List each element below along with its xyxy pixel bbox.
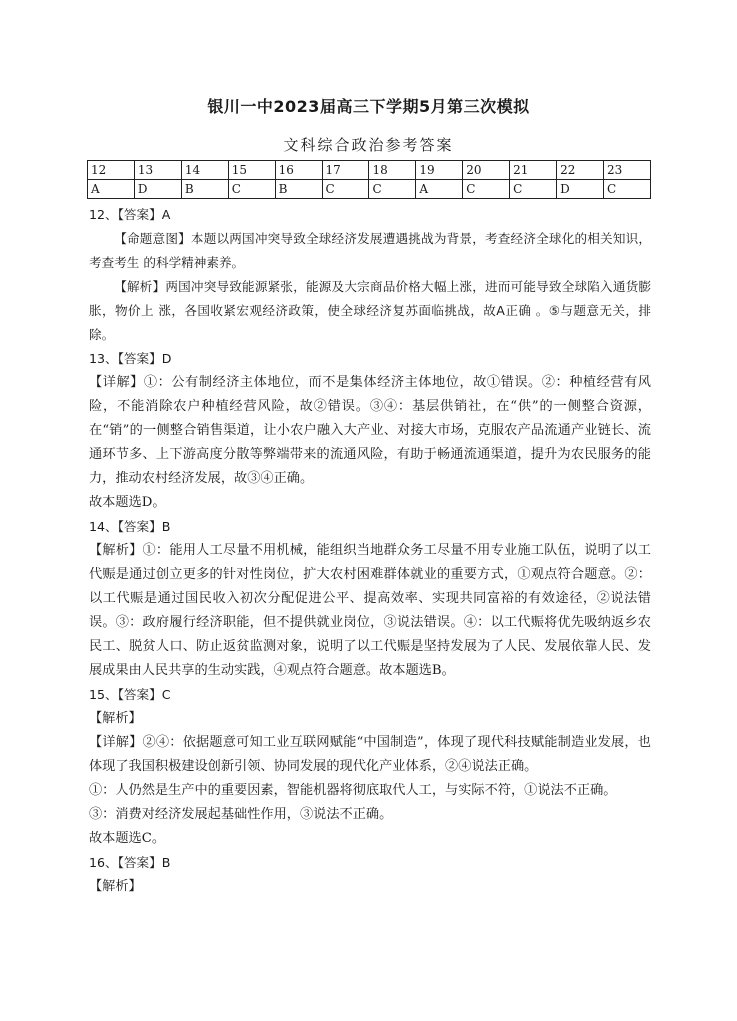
explanation-paragraph: 【详解】②④：依据题意可知工业互联网赋能“中国制造”，体现了现代科技赋能制造业发展，也体现了我国积极建设创新引领、协同发展的现代化产业体系，②④说法正确。 [89,735,651,774]
explanation-paragraph: 故本题选D。 [89,495,166,510]
question-number-cell: 14 [181,161,228,180]
answer-cell: C [603,180,650,199]
answer-cell: A [416,180,463,199]
answer-heading: 16、【答案】B [89,855,171,870]
answer-cell: B [181,180,228,199]
answer-cell: C [510,180,557,199]
explanation-paragraph: ③：消费对经济发展起基础性作用，③说法不正确。 [89,807,393,822]
answer-cell: C [369,180,416,199]
question-number-cell: 15 [228,161,275,180]
question-number-cell: 23 [603,161,650,180]
explanation-paragraph: ①：人仍然是生产中的重要因素，智能机器将彻底取代人工，与实际不符，①说法不正确。 [89,783,617,798]
explanation-paragraph: 【解析】①：能用人工尽量不用机械，能组织当地群众务工尽量不用专业施工队伍，说明了以工代赈是通过创立更多的针对性岗位，扩大农村困难群体就业的重要方式，①观点符合题意。②：以工代赈是通过国民收入初次分配促进公平、提高效率、实现共同富裕的有效途径，②说法错误。③：政府履行经济职能，但不提供就业岗位，③说法错误。④：以工代赈将优先吸纳返乡农民工、脱贫人口、防止返贫监测对象，说明了以工代赈是坚持发展为了人民、发展依靠人民、发展成果由人民共享的生动实践，④观点符合题意。故本题选B。 [89,543,651,678]
question-number-cell: 13 [134,161,181,180]
question-number-cell: 22 [557,161,604,180]
question-number-cell: 12 [88,161,135,180]
explanation-paragraph: 故本题选C。 [89,831,166,846]
answer-heading: 13、【答案】D [89,351,172,366]
answer-heading: 15、【答案】C [89,687,171,702]
question-number-cell: 18 [369,161,416,180]
explanation-paragraph: 【命题意图】本题以两国冲突导致全球经济发展遭遇挑战为背景，考查经济全球化的相关知识，考查考生 的科学精神素养。 [89,231,651,270]
answer-cell: D [134,180,181,199]
question-number-cell: 19 [416,161,463,180]
explanation-paragraph: 【解析】 [89,879,142,894]
question-number-cell: 21 [510,161,557,180]
question-number-row [88,161,651,180]
answer-row [88,180,651,199]
question-number-cell: 20 [463,161,510,180]
answer-cell: C [322,180,369,199]
answer-cell: C [463,180,510,199]
answer-cell: D [557,180,604,199]
explanation-paragraph: 【详解】①：公有制经济主体地位，而不是集体经济主体地位，故①错误。②：种植经营有风险，不能消除农户种植经营风险，故②错误。③④：基层供销社，在“供”的一侧整合资源，在“销”的一侧整合销售渠道，让小农户融入大产业、对接大市场，克服农产品流通产业链长、流通环节多、上下游高度分散等弊端带来的流通风险，有助于畅通流通渠道，提升为农民服务的能力，推动农村经济发展，故③④正确。 [89,375,651,486]
answer-heading: 14、【答案】B [89,519,171,534]
document-title: 银川一中2023届高三下学期5月第三次模拟 [207,97,530,116]
question-number-cell: 17 [322,161,369,180]
answer-cell: B [275,180,322,199]
answer-cell: C [228,180,275,199]
answer-heading: 12、【答案】A [89,207,171,222]
explanation-paragraph: 【解析】两国冲突导致能源紧张，能源及大宗商品价格大幅上涨，进而可能导致全球陷入通货膨胀，物价上 涨，各国收紧宏观经济政策，使全球经济复苏面临挑战，故A正确 。⑤与题意无关，排除。 [89,279,651,342]
answer-explanations [89,203,651,899]
question-number-cell: 16 [275,161,322,180]
answer-cell: A [88,180,135,199]
answer-key-table [87,160,651,199]
document-subtitle: 文科综合政治参考答案 [283,136,454,154]
explanation-paragraph: 【解析】 [89,711,142,726]
